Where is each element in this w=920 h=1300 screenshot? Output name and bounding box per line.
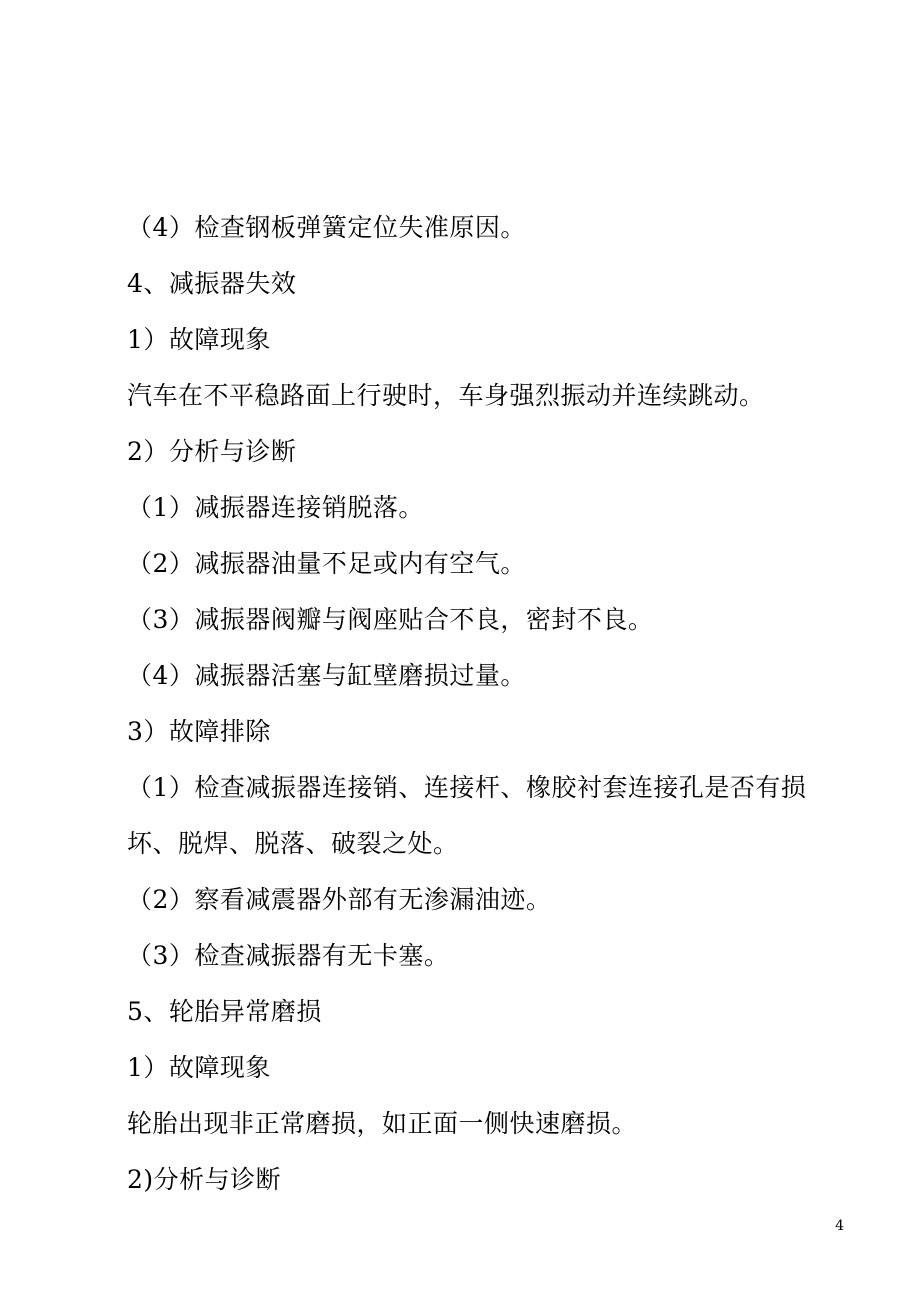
subsection-heading: 3）故障排除 (127, 717, 271, 746)
list-item: （3）减振器阀瓣与阀座贴合不良，密封不良。 (127, 605, 654, 634)
list-item: （4）减振器活塞与缸壁磨损过量。 (127, 661, 526, 690)
page-body (127, 200, 847, 1208)
list-item: （1）检查减振器连接销、连接杆、橡胶衬套连接孔是否有损 (127, 773, 807, 802)
subsection-heading: 2)分析与诊断 (127, 1165, 282, 1194)
list-item-continuation: 坏、脱焊、脱落、破裂之处。 (127, 829, 459, 858)
subsection-heading: 1）故障现象 (127, 1053, 271, 1082)
list-item: （2）察看减震器外部有无渗漏油迹。 (127, 885, 552, 914)
list-item: （3）检查减振器有无卡塞。 (127, 941, 450, 970)
subsection-heading: 2）分析与诊断 (127, 437, 297, 466)
section-heading: 4、减振器失效 (127, 269, 297, 298)
text-line: 轮胎出现非正常磨损，如正面一侧快速磨损。 (127, 1109, 638, 1138)
page-number: 4 (835, 1218, 844, 1234)
list-item: （1）减振器连接销脱落。 (127, 493, 424, 522)
text-line: 汽车在不平稳路面上行驶时，车身强烈振动并连续跳动。 (127, 381, 765, 410)
text-line: （4）检查钢板弹簧定位失准原因。 (127, 213, 526, 242)
subsection-heading: 1）故障现象 (127, 325, 271, 354)
section-heading: 5、轮胎异常磨损 (127, 997, 322, 1026)
list-item: （2）减振器油量不足或内有空气。 (127, 549, 526, 578)
